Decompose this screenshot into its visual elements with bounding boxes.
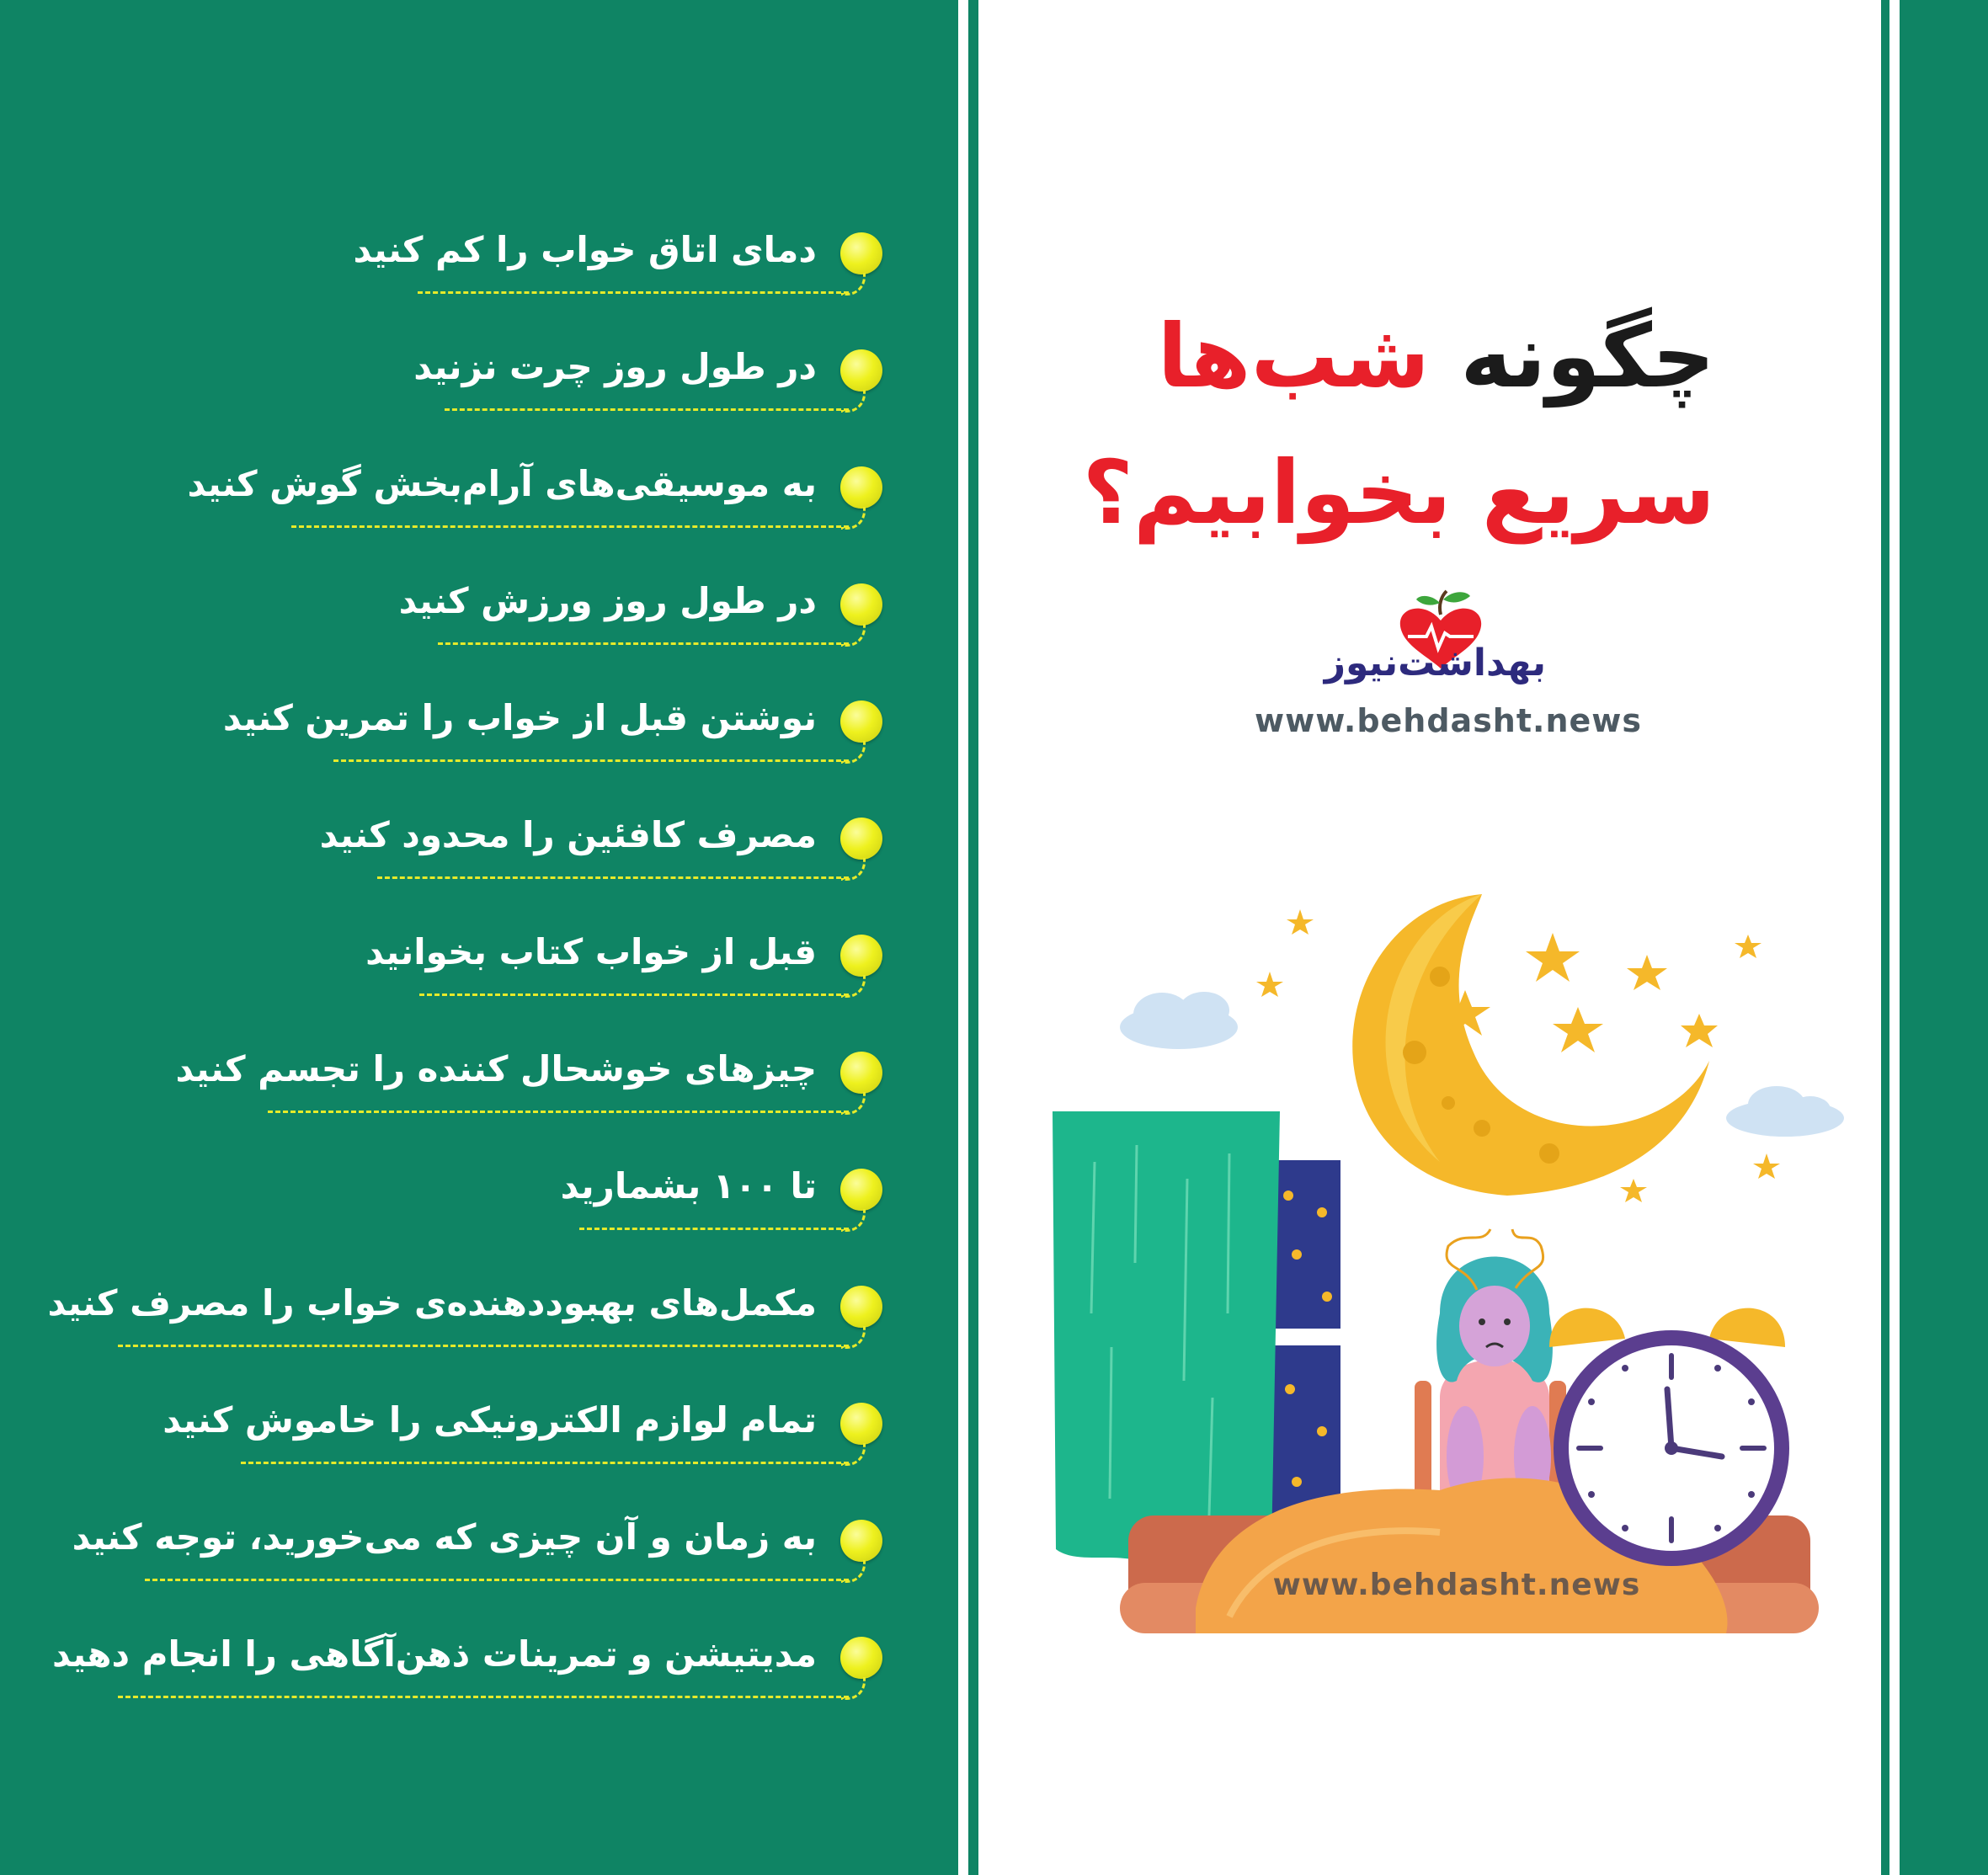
dashed-underline: [438, 642, 849, 645]
sleepless-girl-illustration: [1044, 876, 1852, 1667]
list-item: [49, 1040, 891, 1124]
dashed-underline: [419, 993, 849, 996]
bullet-icon: [840, 935, 882, 977]
list-item: [49, 806, 891, 890]
list-item: [49, 572, 891, 656]
tip-text: در طول روز ورزش کنید: [398, 580, 817, 621]
tip-text: دمای اتاق خواب را کم کنید: [353, 229, 817, 270]
dashed-underline: [841, 390, 866, 413]
bullet-icon: [840, 1286, 882, 1328]
tip-text: تا ۱۰۰ بشمارید: [560, 1165, 817, 1206]
dashed-underline: [841, 273, 866, 296]
bullet-icon: [840, 232, 882, 274]
dashed-underline: [333, 759, 849, 762]
dashed-underline: [145, 1579, 849, 1581]
tip-text: به موسیقی‌های آرام‌بخش گوش کنید: [187, 463, 817, 504]
dashed-underline: [241, 1462, 849, 1464]
list-item: [49, 689, 891, 773]
dashed-underline: [841, 1677, 866, 1700]
website-url: www.behdasht.news: [1255, 702, 1643, 739]
dashed-underline: [377, 876, 849, 879]
tip-text: در طول روز چرت نزنید: [413, 346, 817, 387]
tip-text: مکمل‌های بهبوددهنده‌ی خواب را مصرف کنید: [47, 1282, 817, 1324]
tip-text: قبل از خواب کتاب بخوانید: [365, 931, 817, 972]
list-item: [49, 1391, 891, 1475]
title-word-black: چگونه: [1460, 305, 1715, 407]
illustration-watermark: www.behdasht.news: [1272, 1568, 1641, 1602]
tip-text: تمام لوازم الکترونیکی را خاموش کنید: [163, 1399, 817, 1441]
dashed-underline: [445, 408, 849, 411]
dashed-underline: [418, 291, 849, 294]
dashed-underline: [841, 1092, 866, 1115]
dashed-underline: [841, 858, 866, 881]
bullet-icon: [840, 583, 882, 626]
tip-text: چیزهای خوشحال کننده را تجسم کنید: [175, 1048, 817, 1089]
dashed-underline: [841, 741, 866, 764]
title-word-red: شب‌ها: [1157, 305, 1431, 407]
page-title-line1: [1157, 305, 1715, 407]
page-title-line2: سریع بخوابیم؟: [1082, 441, 1715, 544]
list-item: [49, 1157, 891, 1241]
border-stripe: [1871, 0, 1881, 1875]
dashed-underline: [841, 624, 866, 647]
list-item: [49, 338, 891, 422]
dashed-underline: [118, 1345, 849, 1347]
dashed-underline: [291, 525, 849, 528]
dashed-underline: [841, 507, 866, 530]
bullet-icon: [840, 1052, 882, 1094]
tip-text: نوشتن قبل از خواب را تمرین کنید: [222, 697, 817, 738]
bullet-icon: [840, 349, 882, 392]
dashed-underline: [841, 1209, 866, 1232]
bullet-icon: [840, 1637, 882, 1679]
dashed-underline: [268, 1111, 849, 1113]
border-stripe: [978, 0, 990, 1875]
dashed-underline: [841, 1326, 866, 1349]
bullet-icon: [840, 466, 882, 509]
dashed-underline: [841, 975, 866, 998]
dashed-underline: [118, 1696, 849, 1698]
list-item: [49, 923, 891, 1007]
logo-text: بهداشت‌نیوز: [1324, 642, 1546, 684]
tip-text: مصرف کافئین را محدود کنید: [319, 814, 817, 855]
dashed-underline: [579, 1228, 849, 1230]
tip-text: به زمان و آن چیزی که می‌خورید، توجه کنید: [72, 1516, 817, 1558]
bullet-icon: [840, 818, 882, 860]
bullet-icon: [840, 1169, 882, 1211]
tips-list: [0, 0, 958, 1875]
bullet-icon: [840, 1520, 882, 1562]
list-item: [49, 1625, 891, 1709]
dashed-underline: [841, 1560, 866, 1583]
list-item: [49, 221, 891, 305]
border-stripe: [1889, 0, 1900, 1875]
border-stripe: [958, 0, 968, 1875]
list-item: [49, 455, 891, 539]
tip-text: مدیتیشن و تمرینات ذهن‌آگاهی را انجام دهید: [52, 1633, 817, 1675]
bullet-icon: [840, 1403, 882, 1445]
list-item: [49, 1508, 891, 1592]
dashed-underline: [841, 1443, 866, 1466]
bullet-icon: [840, 700, 882, 743]
list-item: [49, 1274, 891, 1358]
